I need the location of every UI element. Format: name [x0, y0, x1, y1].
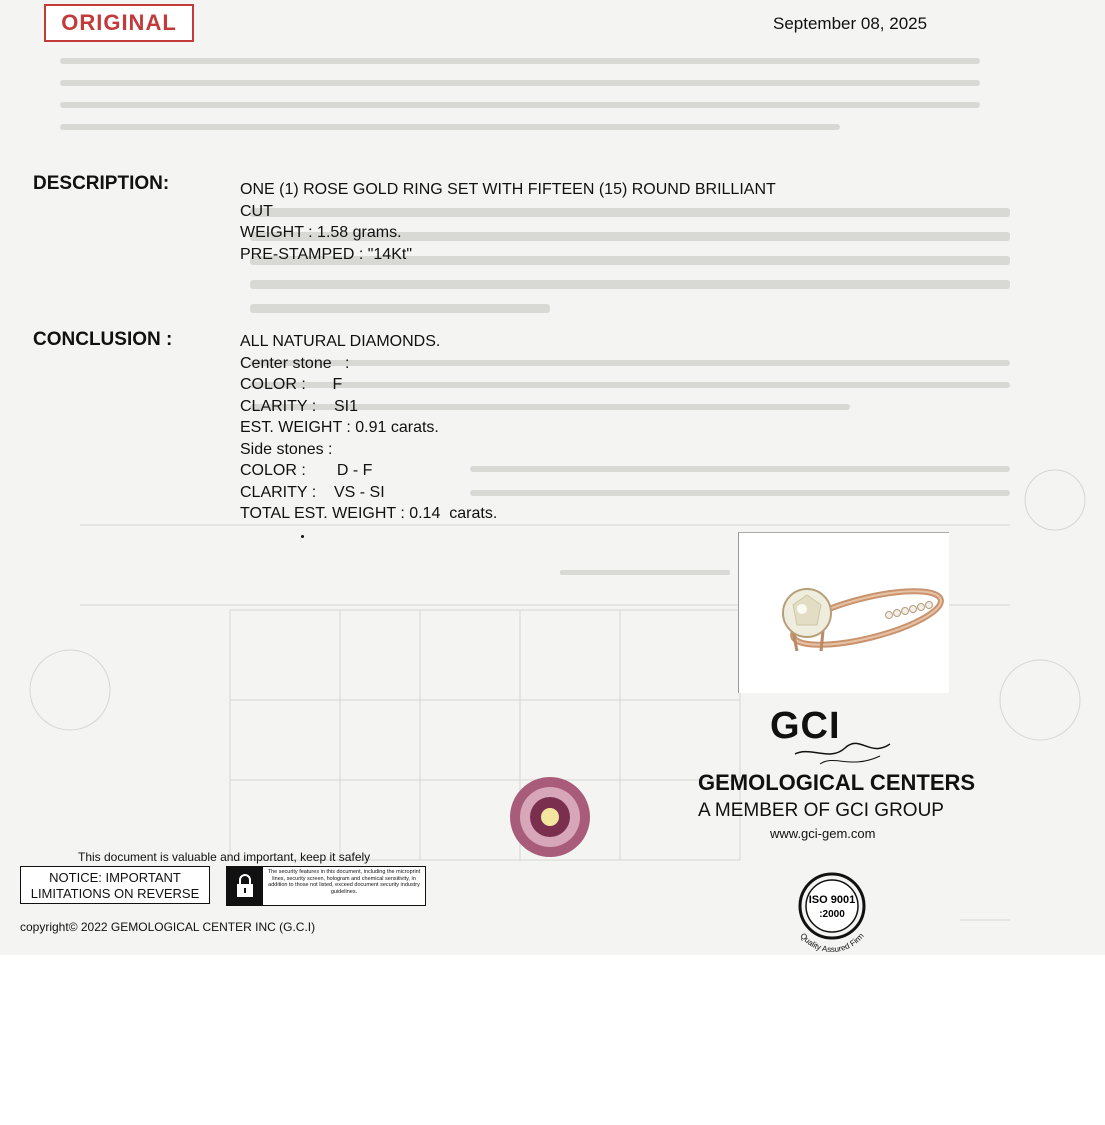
conclusion-line: CLARITY : VS - SI [240, 483, 385, 501]
report-date: September 08, 2025 [773, 14, 928, 33]
conclusion-body [240, 331, 497, 525]
gci-website: www.gci-gem.com [770, 826, 876, 841]
gci-logo: GCI [770, 705, 841, 747]
limitations-notice: NOTICE: IMPORTANT LIMITATIONS ON REVERSE [20, 866, 210, 904]
lock-icon [227, 867, 263, 905]
signature-mark [790, 736, 900, 772]
description-body [240, 179, 776, 265]
small-dot [301, 535, 304, 538]
security-text: The security features in this document, including the microprint lines, security screen, hologram and chemical sensitivity, in addition to those not listed, exceed document security industry guidelines. [267, 869, 421, 895]
ring-photo [738, 532, 949, 693]
description-label: DESCRIPTION: [33, 173, 170, 194]
conclusion-label: CONCLUSION : [33, 329, 173, 350]
valuable-notice: This document is valuable and important, keep it safely [78, 850, 371, 864]
conclusion-line: Center stone : [240, 354, 350, 372]
description-line: CUT [240, 202, 273, 220]
gci-name: GEMOLOGICAL CENTERS [698, 770, 976, 795]
iso-bottom: :2000 [819, 909, 845, 920]
conclusion-line: COLOR : D - F [240, 462, 373, 479]
original-stamp-text: ORIGINAL [61, 10, 177, 35]
iso-top: ISO 9001 [808, 894, 856, 906]
conclusion-line: TOTAL EST. WEIGHT : 0.14 carats. [240, 505, 498, 522]
conclusion-line: Side stones : [240, 440, 333, 458]
description-line: PRE-STAMPED : "14Kt" [240, 245, 412, 263]
iso-ring-path: Quality Assured Firm [798, 931, 866, 955]
description-line: ONE (1) ROSE GOLD RING SET WITH FIFTEEN (15) ROUND BRILLIANT [240, 181, 776, 198]
conclusion-line: EST. WEIGHT : 0.91 carats. [240, 419, 439, 436]
original-stamp [44, 4, 194, 42]
iso-ring-text [798, 931, 866, 954]
conclusion-line: CLARITY : SI1 [240, 397, 358, 415]
iso-badge [780, 866, 884, 955]
security-box [226, 866, 426, 906]
conclusion-line: COLOR : F [240, 376, 343, 393]
gci-member: A MEMBER OF GCI GROUP [698, 800, 944, 821]
description-line: WEIGHT : 1.58 grams. [240, 224, 402, 241]
copyright: copyright© 2022 GEMOLOGICAL CENTER INC (G.C.I) [20, 920, 316, 934]
conclusion-line: ALL NATURAL DIAMONDS. [240, 333, 441, 350]
hologram-seal [505, 772, 595, 862]
